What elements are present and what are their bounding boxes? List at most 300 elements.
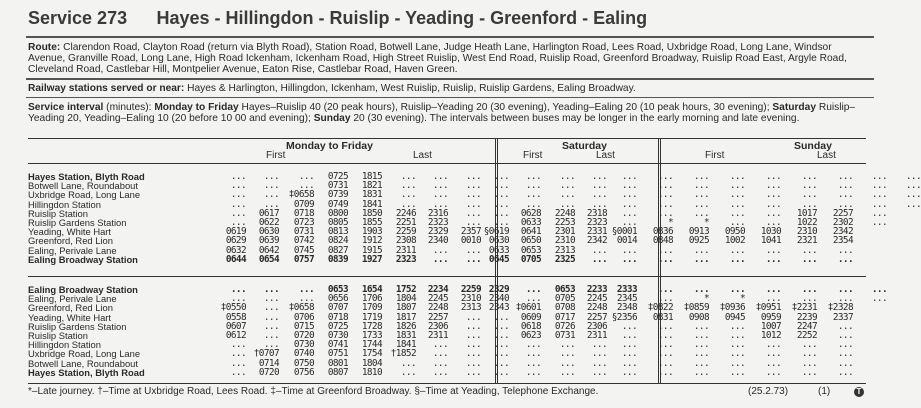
time-cell: ...: [591, 244, 607, 256]
time-cell: ...: [525, 284, 541, 295]
time-cell: ...: [400, 198, 416, 210]
time-cell: 0623: [520, 329, 541, 341]
time-cell: 0618: [520, 320, 541, 332]
time-cell: ...: [591, 198, 607, 210]
time-cell: 0714: [258, 357, 279, 369]
time-cell: 0950: [724, 226, 745, 238]
time-cell: 0750: [293, 357, 314, 369]
time-cell: ...: [621, 171, 637, 182]
time-cell: ...: [400, 180, 416, 192]
time-cell: ...: [657, 189, 673, 201]
time-cell: 2308: [395, 235, 416, 247]
time-cell: ...: [621, 180, 637, 192]
time-cell: 0612: [225, 329, 246, 341]
time-cell: ...: [400, 357, 416, 369]
time-cell: ...: [230, 216, 246, 228]
time-cell: ...: [525, 348, 541, 360]
time-cell: 0708: [554, 302, 575, 314]
time-cell: 1903: [361, 226, 382, 238]
time-cell: ...: [729, 207, 745, 219]
time-cell: ...: [657, 244, 673, 256]
footnote: [28, 386, 868, 397]
time-cell: ‡0658: [288, 302, 314, 314]
time-cell: 2301: [554, 226, 575, 238]
time-cell: 2247: [796, 320, 817, 332]
time-cell: 0630: [258, 226, 279, 238]
time-cell: 2343: [488, 302, 509, 314]
time-cell: 2316: [427, 207, 448, 219]
time-cell: ...: [837, 329, 853, 341]
sun-last-head: Last: [817, 150, 836, 161]
time-cell: ...: [693, 171, 709, 182]
time-cell: ...: [493, 216, 509, 228]
time-cell: ...: [871, 171, 887, 182]
time-cell: ...: [621, 348, 637, 360]
time-cell: ...: [230, 180, 246, 192]
stop-name: Greenford, Red Lion: [28, 302, 113, 314]
page-header: [28, 8, 647, 32]
time-cell: 0632: [225, 244, 246, 256]
stop-name: Hillingdon Station: [28, 198, 101, 210]
route-label: Route:: [28, 42, 61, 53]
time-cell: ...: [837, 253, 853, 265]
group-saturday: Saturday: [562, 140, 607, 152]
table-row: [216, 349, 887, 358]
time-cell: ...: [801, 244, 817, 256]
time-cell: ...: [837, 320, 853, 332]
time-cell: 2245: [586, 293, 607, 305]
time-cell: 0650: [520, 235, 541, 247]
time-cell: 1012: [760, 329, 781, 341]
railway-label: Railway stations served or near:: [28, 83, 185, 94]
time-cell: ...: [298, 171, 314, 182]
time-cell: ...: [591, 171, 607, 182]
time-cell: ...: [465, 180, 481, 192]
time-cell: 0908: [688, 311, 709, 323]
time-cell: ...: [905, 171, 921, 182]
time-cell: 0715: [293, 320, 314, 332]
stop-name: Yeading, White Hart: [28, 226, 112, 238]
time-cell: ...: [465, 198, 481, 210]
time-cell: ...: [591, 357, 607, 369]
time-cell: 2252: [796, 329, 817, 341]
group-monday-friday: Monday to Friday: [286, 140, 373, 152]
time-cell: 2342: [832, 226, 853, 238]
time-cell: ...: [765, 293, 781, 305]
timetable: [28, 138, 921, 384]
time-cell: ...: [657, 366, 673, 378]
group-sunday: Sunday: [794, 140, 832, 152]
time-cell: ...: [729, 366, 745, 378]
interval-sat-label: Saturday: [772, 102, 816, 113]
time-cell: ...: [621, 198, 637, 210]
interval-sat-text: Ruislip–Yeading 20, Yeading–Ealing 10 (20 before 10 00 and evening);: [28, 102, 856, 124]
time-cell: ...: [298, 180, 314, 192]
time-cell: ...: [263, 320, 279, 332]
time-cell: ...: [729, 253, 745, 265]
stop-name: Hayes Station, Blyth Road: [28, 366, 145, 378]
inbound-times: [216, 285, 887, 377]
time-cell: 0644: [225, 253, 246, 265]
time-cell: 2313: [460, 302, 481, 314]
stop-name: Uxbridge Road, Long Lane: [28, 189, 141, 201]
time-cell: ...: [905, 180, 921, 192]
time-cell: ...: [493, 339, 509, 351]
time-cell: ...: [465, 366, 481, 378]
time-cell: 0720: [293, 329, 314, 341]
stop-name: Ruislip Gardens Station: [28, 216, 127, 228]
time-cell: 1855: [361, 216, 382, 228]
time-cell: ...: [263, 311, 279, 323]
time-cell: 2340: [488, 293, 509, 305]
time-cell: ...: [621, 216, 637, 228]
time-cell: 2257: [586, 311, 607, 323]
time-cell: 2323: [427, 216, 448, 228]
time-cell: ...: [693, 366, 709, 378]
time-cell: ...: [693, 198, 709, 210]
time-cell: ‡0859: [683, 302, 709, 314]
time-cell: ...: [621, 207, 637, 219]
time-cell: ‡0822: [647, 302, 673, 314]
time-cell: ...: [465, 329, 481, 341]
time-cell: ...: [657, 293, 673, 305]
time-cell: 2239: [796, 311, 817, 323]
time-cell: 0730: [327, 329, 348, 341]
time-cell: ...: [465, 311, 481, 323]
table-row: [216, 331, 887, 340]
interval-sun-text: 20 (30 evening). The intervals between buses may be longer in the early morning and late evening.: [353, 113, 800, 124]
service-number: Service 273: [28, 8, 128, 28]
stop-name: Ealing Broadway Station: [28, 284, 138, 295]
time-cell: ...: [657, 198, 673, 210]
time-cell: 0639: [258, 235, 279, 247]
time-cell: 1709: [361, 302, 382, 314]
time-cell: 0913: [688, 226, 709, 238]
time-cell: ...: [729, 171, 745, 182]
stop-name: Ruislip Station: [28, 329, 88, 341]
time-cell: 2333: [616, 284, 637, 295]
time-cell: ...: [765, 207, 781, 219]
time-cell: 0731: [293, 226, 314, 238]
time-cell: 0741: [327, 339, 348, 351]
table-row: [216, 285, 887, 294]
time-cell: ...: [801, 171, 817, 182]
time-cell: ...: [801, 180, 817, 192]
time-cell: ...: [465, 171, 481, 182]
time-cell: ...: [871, 207, 887, 219]
badge-icon: T: [854, 387, 864, 397]
time-cell: ...: [493, 207, 509, 219]
time-cell: ...: [493, 366, 509, 378]
mf-first-head: First: [266, 150, 286, 161]
time-cell: 0848: [652, 235, 673, 247]
time-cell: 1815: [361, 171, 382, 182]
time-cell: ...: [465, 320, 481, 332]
time-cell: 2306: [427, 320, 448, 332]
time-cell: 0629: [225, 235, 246, 247]
time-cell: 0836: [652, 226, 673, 238]
time-cell: ...: [493, 180, 509, 192]
time-cell: ...: [432, 180, 448, 192]
time-cell: 0801: [327, 357, 348, 369]
time-cell: 2311: [395, 244, 416, 256]
sat-last-head: Last: [596, 150, 615, 161]
time-cell: *: [703, 216, 709, 228]
time-cell: ...: [871, 293, 887, 305]
railway-stations: [28, 83, 866, 94]
stop-name: Hillingdon Station: [28, 339, 101, 351]
time-cell: ...: [693, 253, 709, 265]
stop-name: Yeading, White Hart: [28, 311, 112, 323]
time-cell: 2357: [460, 226, 481, 238]
time-cell: 0630: [488, 235, 509, 247]
time-cell: ...: [765, 189, 781, 201]
time-cell: ...: [693, 284, 709, 295]
time-cell: ...: [621, 244, 637, 256]
time-cell: ...: [263, 339, 279, 351]
time-cell: ...: [801, 357, 817, 369]
time-cell: ...: [905, 189, 921, 201]
time-cell: ...: [525, 171, 541, 182]
time-cell: 2233: [586, 284, 607, 295]
interval-sun-label: Sunday: [313, 113, 351, 124]
time-cell: ...: [230, 339, 246, 351]
stop-name: Hayes Station, Blyth Road: [28, 171, 145, 182]
time-cell: ...: [493, 357, 509, 369]
time-cell: ...: [559, 198, 575, 210]
time-cell: ...: [230, 366, 246, 378]
time-cell: ...: [493, 320, 509, 332]
stop-name: Ealing Broadway Station: [28, 253, 138, 265]
time-cell: ...: [871, 198, 887, 210]
time-cell: *: [739, 293, 745, 305]
outbound-stops: [28, 172, 216, 264]
time-cell: ...: [765, 198, 781, 210]
time-cell: ...: [693, 244, 709, 256]
time-cell: 1807: [395, 302, 416, 314]
time-cell: ...: [230, 357, 246, 369]
time-cell: 1030: [760, 226, 781, 238]
time-cell: ...: [621, 357, 637, 369]
time-cell: 2340: [427, 235, 448, 247]
table-row: [216, 294, 887, 303]
section-rule: [28, 276, 866, 277]
time-cell: ...: [729, 320, 745, 332]
time-cell: 0558: [225, 311, 246, 323]
time-cell: 2329: [488, 284, 509, 295]
time-cell: 0628: [520, 207, 541, 219]
time-cell: ‡0951: [755, 302, 781, 314]
time-cell: 0633: [488, 244, 509, 256]
time-cell: 1002: [724, 235, 745, 247]
time-cell: ...: [559, 180, 575, 192]
table-head-rule: [28, 163, 866, 164]
time-cell: ...: [693, 339, 709, 351]
time-cell: 2310: [460, 293, 481, 305]
time-cell: ...: [729, 198, 745, 210]
time-cell: ‡0658: [288, 189, 314, 201]
time-cell: 2323: [586, 216, 607, 228]
table-row: [216, 359, 887, 368]
time-cell: ...: [559, 339, 575, 351]
table-row: [216, 255, 921, 264]
time-cell: ...: [801, 348, 817, 360]
time-cell: ...: [493, 329, 509, 341]
time-cell: 0707: [327, 302, 348, 314]
time-cell: 0813: [327, 226, 348, 238]
time-cell: 2325: [554, 253, 575, 265]
time-cell: 0730: [293, 339, 314, 351]
stop-name: Ealing, Perivale Lane: [28, 244, 117, 256]
time-cell: 0633: [520, 216, 541, 228]
time-cell: ...: [729, 284, 745, 295]
time-cell: ...: [621, 339, 637, 351]
time-cell: ...: [493, 348, 509, 360]
outbound-times: [216, 172, 921, 264]
footnote-date: (25.2.73): [748, 386, 789, 397]
time-cell: ...: [729, 216, 745, 228]
time-cell: 2311: [586, 329, 607, 341]
time-cell: ...: [559, 189, 575, 201]
time-cell: ...: [801, 366, 817, 378]
time-cell: 0945: [724, 311, 745, 323]
stop-name: Greenford, Red Lion: [28, 235, 113, 247]
time-cell: ...: [657, 207, 673, 219]
time-cell: 0654: [258, 253, 279, 265]
time-cell: ...: [765, 348, 781, 360]
time-cell: ...: [591, 339, 607, 351]
stop-name: Uxbridge Road, Long Lane: [28, 348, 141, 360]
time-cell: ...: [621, 253, 637, 265]
time-cell: 1754: [361, 348, 382, 360]
time-cell: ...: [765, 284, 781, 295]
time-cell: ...: [263, 198, 279, 210]
time-cell: ‡2328: [827, 302, 853, 314]
time-cell: ...: [729, 348, 745, 360]
time-cell: 1007: [760, 320, 781, 332]
time-cell: 1654: [361, 284, 382, 295]
time-cell: 1733: [361, 329, 382, 341]
time-cell: 0641: [520, 226, 541, 238]
time-cell: ...: [837, 180, 853, 192]
time-cell: 0749: [327, 198, 348, 210]
time-cell: 0740: [293, 348, 314, 360]
time-cell: †1852: [390, 348, 416, 360]
time-cell: ...: [765, 339, 781, 351]
mf-last-head: Last: [413, 150, 432, 161]
time-cell: 2311: [427, 329, 448, 341]
time-cell: 2321: [796, 235, 817, 247]
footnote-text: *–Late journey. †–Time at Uxbridge Road, Lees Road. ‡–Time at Greenford Broadway. §–Time at Yeading, Telephone Exchange.: [28, 386, 599, 397]
time-cell: ...: [693, 189, 709, 201]
time-cell: 0723: [293, 216, 314, 228]
time-cell: ...: [591, 180, 607, 192]
time-cell: ...: [871, 189, 887, 201]
time-cell: ...: [657, 339, 673, 351]
time-cell: ...: [837, 189, 853, 201]
time-cell: ...: [837, 293, 853, 305]
table-bottom-rule: [28, 383, 866, 384]
time-cell: 1826: [395, 320, 416, 332]
time-cell: 1810: [361, 366, 382, 378]
time-cell: 2234: [427, 284, 448, 295]
time-cell: ...: [837, 284, 853, 295]
time-cell: *: [703, 293, 709, 305]
time-cell: 0831: [652, 311, 673, 323]
time-cell: ...: [263, 329, 279, 341]
time-cell: ...: [693, 348, 709, 360]
time-cell: 1804: [361, 357, 382, 369]
stop-name: Botwell Lane, Roundabout: [28, 180, 138, 192]
time-cell: 1017: [796, 207, 817, 219]
sun-first-head: First: [705, 150, 725, 161]
time-cell: 2318: [586, 207, 607, 219]
time-cell: 2323: [395, 253, 416, 265]
time-cell: 1719: [361, 311, 382, 323]
time-cell: 2313: [554, 244, 575, 256]
time-cell: ...: [801, 253, 817, 265]
time-cell: ...: [432, 198, 448, 210]
time-cell: ...: [263, 293, 279, 305]
time-cell: ...: [525, 339, 541, 351]
time-cell: ...: [263, 171, 279, 182]
time-cell: 2337: [832, 311, 853, 323]
time-cell: 0609: [520, 311, 541, 323]
time-cell: ...: [871, 180, 887, 192]
interval-mf-text: Hayes–Ruislip 40 (20 peak hours), Ruislip–Yeading 20 (30 evening), Yeading–Ealing 20 (10 peak hours, 30 evening);: [241, 102, 770, 113]
table-row: [216, 368, 887, 377]
time-cell: 1752: [395, 284, 416, 295]
time-cell: 1821: [361, 180, 382, 192]
time-cell: ...: [729, 339, 745, 351]
time-cell: ...: [400, 189, 416, 201]
time-cell: 2345: [616, 293, 637, 305]
time-cell: 2329: [427, 226, 448, 238]
time-cell: 0757: [293, 253, 314, 265]
time-cell: ...: [525, 366, 541, 378]
time-cell: ...: [693, 180, 709, 192]
time-cell: 0709: [293, 198, 314, 210]
time-cell: 1817: [395, 311, 416, 323]
time-cell: ...: [230, 207, 246, 219]
time-cell: ...: [837, 339, 853, 351]
time-cell: 1841: [395, 339, 416, 351]
time-cell: ...: [693, 207, 709, 219]
time-cell: ...: [621, 366, 637, 378]
time-cell: ...: [837, 244, 853, 256]
time-cell: 0827: [327, 244, 348, 256]
time-cell: 2248: [554, 207, 575, 219]
time-cell: ...: [837, 171, 853, 182]
table-row: [216, 313, 887, 322]
time-cell: ‡0936: [719, 302, 745, 314]
table-row: [216, 303, 887, 312]
time-cell: ...: [657, 348, 673, 360]
time-cell: 0617: [258, 207, 279, 219]
time-cell: ...: [693, 329, 709, 341]
time-cell: ‡2231: [791, 302, 817, 314]
time-cell: ...: [905, 198, 921, 210]
time-cell: 1912: [361, 235, 382, 247]
time-cell: 0619: [225, 226, 246, 238]
time-cell: 0726: [554, 320, 575, 332]
inbound-stops: [28, 285, 216, 377]
route-rule: [26, 78, 874, 80]
time-cell: ...: [432, 366, 448, 378]
time-cell: 2259: [395, 226, 416, 238]
time-cell: ...: [432, 253, 448, 265]
time-cell: 0800: [327, 207, 348, 219]
